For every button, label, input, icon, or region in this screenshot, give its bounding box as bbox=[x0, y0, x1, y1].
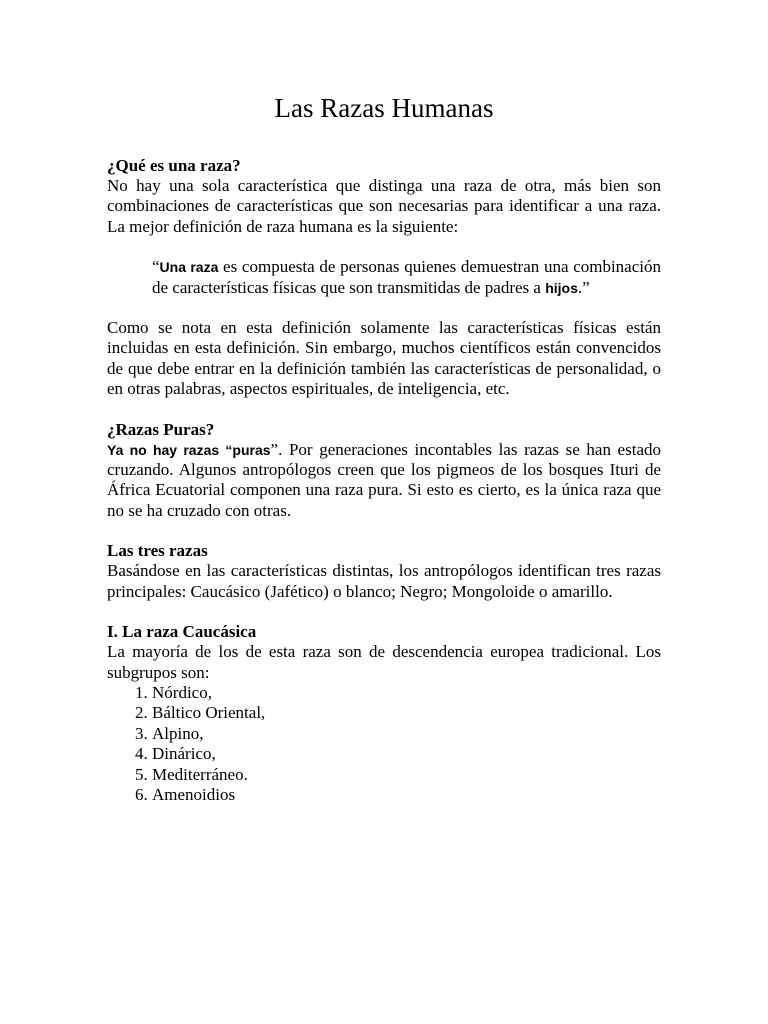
section-las-tres-razas bbox=[107, 541, 661, 602]
list-item: 2. Báltico Oriental, bbox=[152, 703, 661, 723]
page-title: Las Razas Humanas bbox=[274, 93, 494, 123]
quote-close: .” bbox=[577, 277, 590, 297]
list-item: 1. Nórdico, bbox=[152, 683, 661, 703]
subgroup-list bbox=[107, 683, 661, 805]
lead-rest: ”. Por generaciones incontables las razas se han estado cruzando. Algunos antropólogos creen que los pigmeos de los bosques Ituri de África Ecuatorial componen una raza pura. Si esto es cierto, es la única raza que no se ha cruzado con otras. bbox=[107, 439, 661, 520]
section-raza-caucasica bbox=[107, 622, 661, 805]
quote-open: “ bbox=[152, 257, 160, 277]
list-item: 4. Dinárico, bbox=[152, 744, 661, 764]
list-item: 6. Amenoidios bbox=[152, 785, 661, 805]
section-heading: ¿Razas Puras? bbox=[107, 419, 215, 439]
quote-term-2: hijos bbox=[545, 279, 578, 296]
quote-term: Una raza bbox=[159, 259, 219, 276]
section-que-es-una-raza bbox=[107, 156, 661, 400]
section-heading: I. La raza Caucásica bbox=[107, 622, 257, 642]
quote-text: es compuesta de personas quienes demuestran una combinación de características físicas que son transmitidas de padres a bbox=[152, 257, 661, 297]
paragraph: La mayoría de los de esta raza son de descendencia europea tradicional. Los subgrupos son: bbox=[107, 642, 661, 682]
list-item: 3. Alpino, bbox=[152, 724, 661, 744]
section-razas-puras bbox=[107, 420, 661, 522]
paragraph: No hay una sola característica que distinga una raza de otra, más bien son combinaciones de características que son necesarias para identificar a una raza. La mejor definición de raza humana es la siguiente: bbox=[107, 176, 661, 236]
section-heading: Las tres razas bbox=[107, 541, 208, 561]
lead-bold: Ya no hay razas “puras bbox=[107, 441, 271, 458]
paragraph bbox=[107, 440, 661, 522]
list-item: 5. Mediterráneo. bbox=[152, 765, 661, 785]
section-heading: ¿Qué es una raza? bbox=[107, 156, 241, 175]
paragraph: Basándose en las características distintas, los antropólogos identifican tres razas principales: Caucásico (Jafético) o blanco; Negro; Mongoloide o amarillo. bbox=[107, 561, 661, 601]
paragraph: Como se nota en esta definición solamente las características físicas están incluidas en esta definición. Sin embargo, muchos científicos están convencidos de que debe entrar en la definición también las características de personalidad, o en otras palabras, aspectos espirituales, de inteligencia, etc. bbox=[107, 318, 661, 399]
definition-quote bbox=[152, 257, 661, 298]
